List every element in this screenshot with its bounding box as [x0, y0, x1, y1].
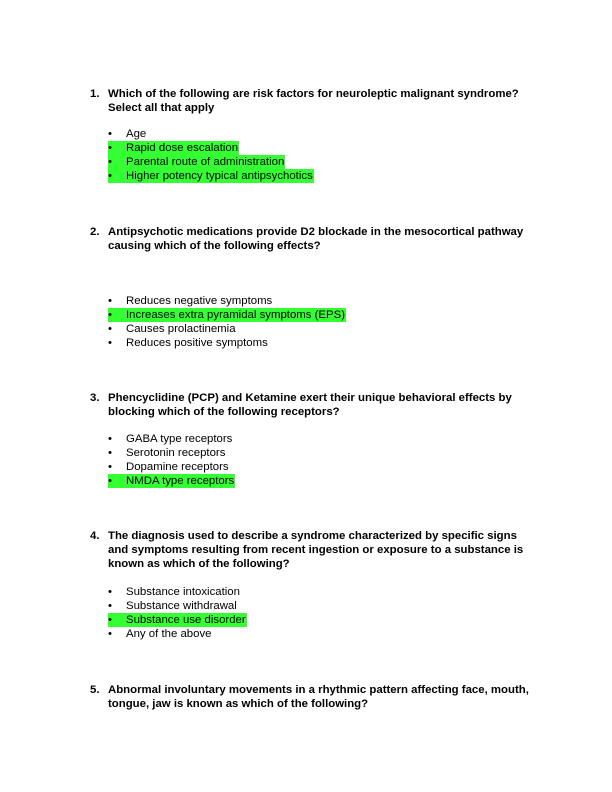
option-item: [108, 446, 235, 460]
option-list: [108, 294, 346, 350]
question-5: [90, 683, 540, 711]
option-label: Parental route of administration: [126, 156, 285, 168]
option-label: Rapid dose escalation: [126, 142, 239, 154]
option-highlight: [108, 460, 230, 474]
option-list: [108, 127, 314, 183]
option-list: [108, 432, 235, 488]
option-item: [108, 155, 314, 169]
option-label: Age: [126, 128, 147, 140]
question-number: 4.: [90, 530, 100, 542]
question-number: 5.: [90, 684, 100, 696]
option-highlight: [108, 446, 226, 460]
option-item: [108, 599, 247, 613]
question-header: [90, 225, 540, 253]
option-list: [108, 585, 247, 641]
option-highlight: [108, 585, 241, 599]
question-text: Abnormal involuntary movements in a rhythmic pattern affecting face, mouth, tongue, jaw is known as which of the following?: [108, 684, 529, 710]
option-item: [108, 336, 346, 350]
question-text: Which of the following are risk factors for neuroleptic malignant syndrome? Select all that apply: [108, 88, 519, 114]
question-number: 1.: [90, 88, 100, 100]
question-number: 2.: [90, 226, 100, 238]
option-highlight: [108, 599, 238, 613]
option-item: [108, 627, 247, 641]
bullet-icon: •: [108, 475, 112, 487]
option-item: [108, 613, 247, 627]
bullet-icon: •: [108, 628, 112, 640]
bullet-icon: •: [108, 614, 112, 626]
option-label: Causes prolactinemia: [126, 323, 236, 335]
option-label: NMDA type receptors: [126, 475, 235, 487]
question-header: [90, 529, 540, 571]
question-number: 3.: [90, 392, 100, 404]
bullet-icon: •: [108, 447, 112, 459]
option-item: [108, 474, 235, 488]
bullet-icon: •: [108, 600, 112, 612]
option-highlight: [108, 432, 233, 446]
question-header: [90, 87, 540, 115]
option-label: Serotonin receptors: [126, 447, 226, 459]
option-item: [108, 294, 346, 308]
option-label: Dopamine receptors: [126, 461, 229, 473]
bullet-icon: •: [108, 309, 112, 321]
option-item: [108, 141, 314, 155]
option-label: Substance withdrawal: [126, 600, 237, 612]
bullet-icon: •: [108, 170, 112, 182]
option-item: [108, 127, 314, 141]
option-label: Reduces negative symptoms: [126, 295, 273, 307]
option-label: Higher potency typical antipsychotics: [126, 170, 313, 182]
option-highlight: [108, 336, 269, 350]
bullet-icon: •: [108, 586, 112, 598]
question-text: Phencyclidine (PCP) and Ketamine exert their unique behavioral effects by blocking which of the following receptors?: [108, 392, 512, 418]
option-highlight: [108, 322, 237, 336]
option-highlight: [108, 141, 239, 155]
option-highlight: [108, 169, 314, 183]
option-label: Reduces positive symptoms: [126, 337, 268, 349]
option-highlight: [108, 155, 285, 169]
option-highlight: [108, 294, 273, 308]
option-highlight: [108, 474, 235, 488]
option-label: GABA type receptors: [126, 433, 233, 445]
option-label: Substance use disorder: [126, 614, 246, 626]
option-item: [108, 585, 247, 599]
question-2: [90, 225, 540, 349]
bullet-icon: •: [108, 433, 112, 445]
bullet-icon: •: [108, 156, 112, 168]
question-header: [90, 391, 540, 419]
question-3: [90, 391, 540, 487]
option-item: [108, 308, 346, 322]
option-highlight: [108, 627, 213, 641]
option-label: Substance intoxication: [126, 586, 240, 598]
question-4: [90, 529, 540, 640]
bullet-icon: •: [108, 295, 112, 307]
bullet-icon: •: [108, 461, 112, 473]
question-text: The diagnosis used to describe a syndrome characterized by specific signs and symptoms resulting from recent ingestion or exposure to a substance is known as which of the following?: [108, 530, 524, 570]
option-item: [108, 169, 314, 183]
option-highlight: [108, 127, 147, 141]
option-item: [108, 322, 346, 336]
bullet-icon: •: [108, 337, 112, 349]
option-highlight: [108, 613, 247, 627]
question-1: [90, 87, 540, 182]
bullet-icon: •: [108, 128, 112, 140]
bullet-icon: •: [108, 142, 112, 154]
option-highlight: [108, 308, 346, 322]
option-item: [108, 432, 235, 446]
bullet-icon: •: [108, 323, 112, 335]
question-header: [90, 683, 540, 711]
option-label: Increases extra pyramidal symptoms (EPS): [126, 309, 346, 321]
option-label: Any of the above: [126, 628, 212, 640]
option-item: [108, 460, 235, 474]
question-text: Antipsychotic medications provide D2 blockade in the mesocortical pathway causing which of the following effects?: [108, 226, 524, 252]
